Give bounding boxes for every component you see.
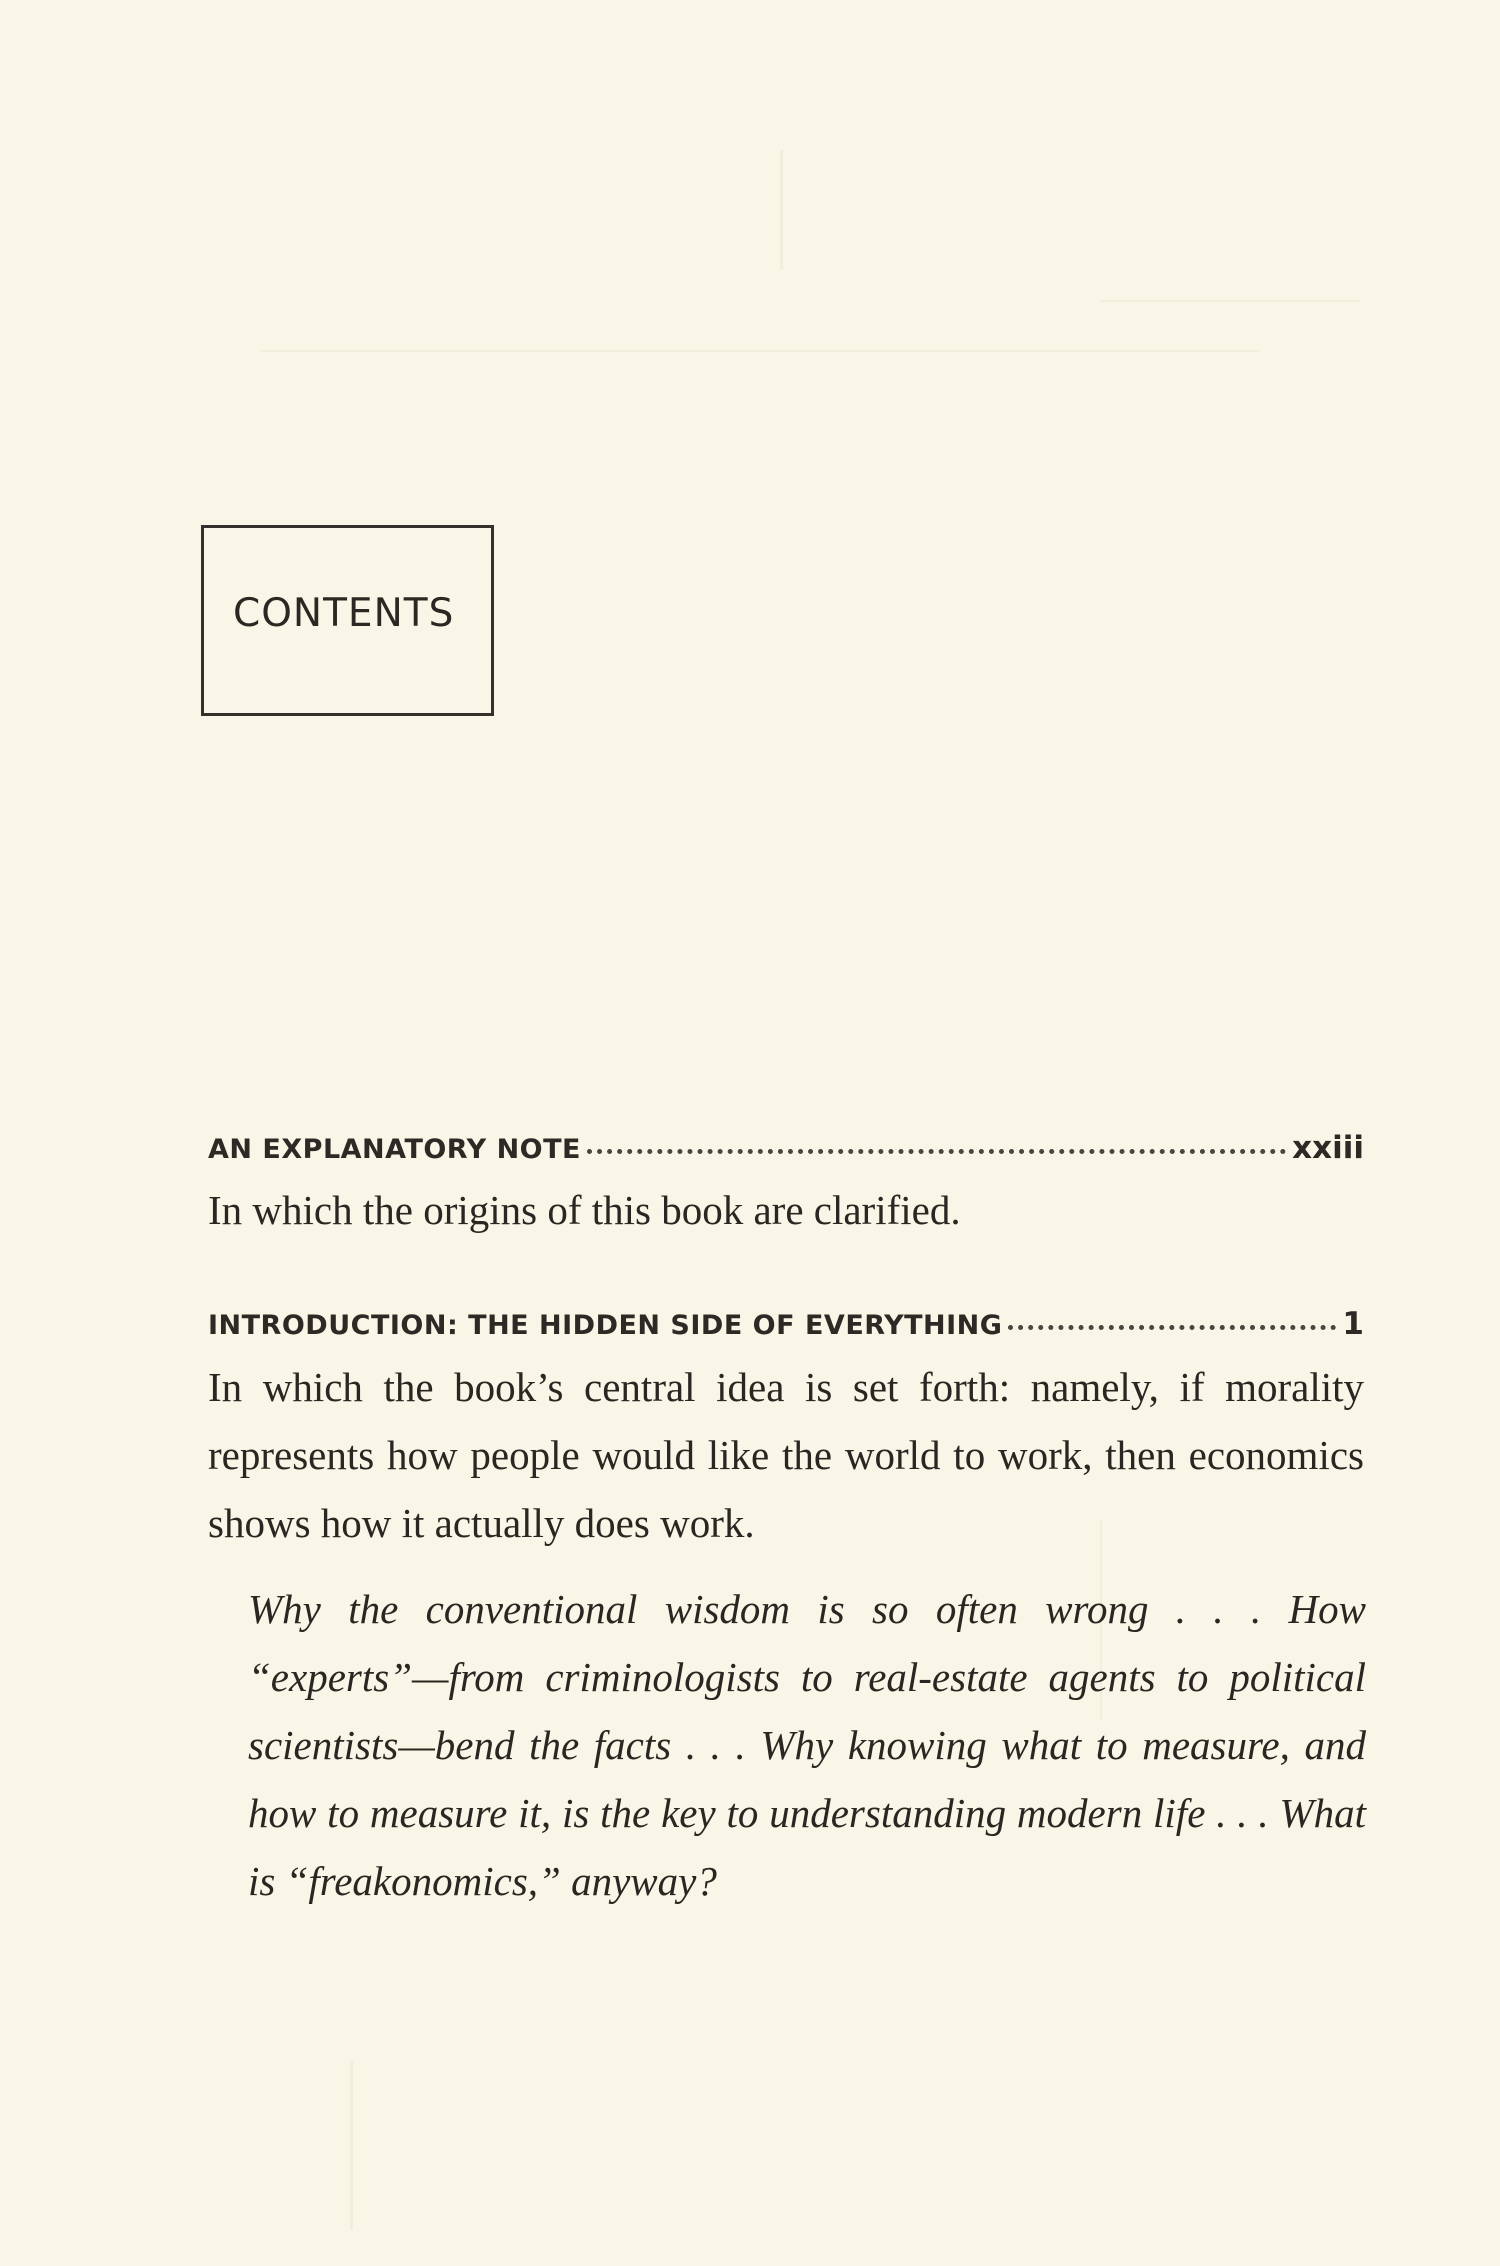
toc-entry-title: INTRODUCTION: THE HIDDEN SIDE OF EVERYTHING bbox=[208, 1310, 1003, 1341]
scan-artifact bbox=[780, 150, 783, 270]
toc-entry-heading bbox=[208, 1130, 1364, 1166]
toc-entry-description: In which the origins of this book are clarified. bbox=[208, 1187, 961, 1233]
toc-entry-heading bbox=[208, 1306, 1364, 1342]
toc-entry-description: In which the book’s central idea is set forth: namely, if morality represents how people would like the world to work, then economics shows how it actually does work. bbox=[208, 1364, 1364, 1546]
toc-page-number: xxiii bbox=[1292, 1130, 1364, 1166]
toc-page-number: 1 bbox=[1342, 1306, 1364, 1342]
toc-entry-title: AN EXPLANATORY NOTE bbox=[208, 1134, 581, 1165]
page-title: CONTENTS bbox=[233, 591, 455, 636]
scan-artifact bbox=[260, 350, 1260, 352]
dot-leader bbox=[587, 1149, 1286, 1154]
toc-entry-teaser: Why the conventional wisdom is so often wrong . . . How “experts”—from criminologists to real-estate agents to political scientists—bend the facts . . . Why knowing what to measure, and how to measure it, is the key to understanding modern life . . . What is “freakonomics,” anyway? bbox=[248, 1586, 1366, 1904]
scan-artifact bbox=[1100, 300, 1360, 302]
dot-leader bbox=[1008, 1325, 1336, 1330]
scan-artifact bbox=[350, 2060, 353, 2230]
